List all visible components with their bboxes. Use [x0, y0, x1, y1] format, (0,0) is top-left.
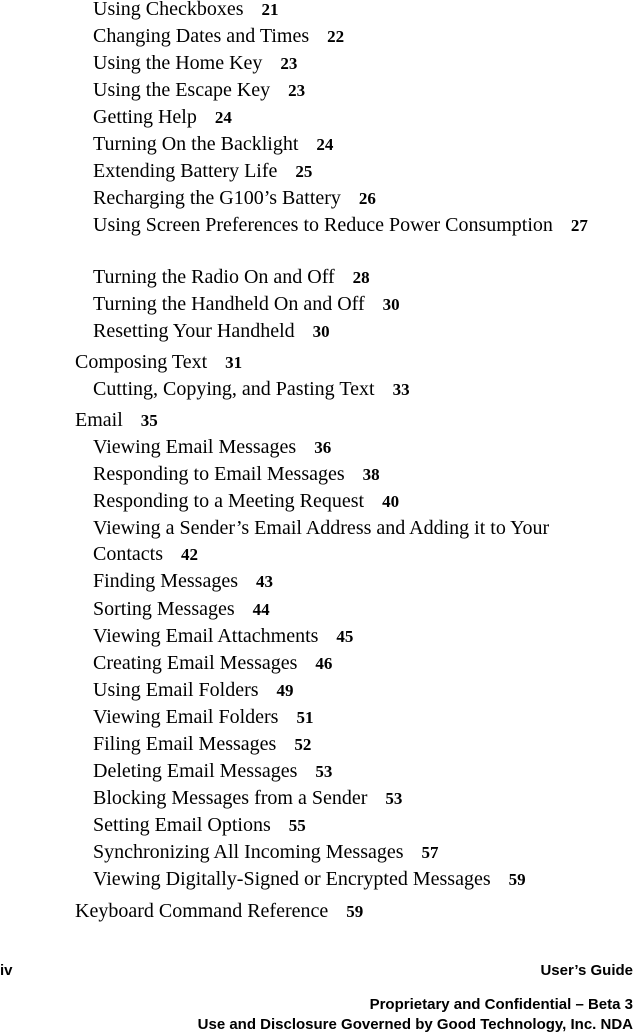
- toc-entry[interactable]: [93, 623, 353, 650]
- toc-entry-title: Filing Email Messages: [93, 733, 277, 755]
- toc-entry-title: Email: [75, 409, 123, 431]
- toc-entry[interactable]: [75, 407, 158, 434]
- page-number: iv: [0, 962, 13, 979]
- toc-entry-title: Using Email Folders: [93, 679, 259, 701]
- toc-entry-title: Responding to Email Messages: [93, 463, 345, 485]
- toc-page-number: 53: [315, 762, 333, 781]
- toc-page-number: 45: [336, 627, 354, 646]
- toc-entry[interactable]: [93, 488, 399, 515]
- toc-entry-title: Using the Home Key: [93, 52, 263, 74]
- toc-entry[interactable]: [93, 731, 311, 758]
- toc-page-number: 23: [288, 81, 306, 100]
- toc-entry-title: Viewing Digitally-Signed or Encrypted Messages: [93, 868, 491, 890]
- toc-page-number: 28: [352, 268, 370, 287]
- toc-page-number: 26: [358, 189, 376, 208]
- toc-page-number: 44: [252, 600, 270, 619]
- toc-entry[interactable]: [93, 104, 232, 131]
- toc-page-number: 33: [392, 380, 410, 399]
- toc-entry[interactable]: [93, 212, 628, 239]
- toc-page-number: 30: [382, 295, 400, 314]
- toc-entry-title: Creating Email Messages: [93, 652, 298, 674]
- toc-entry[interactable]: [93, 291, 400, 318]
- toc-page-number: 24: [316, 135, 334, 154]
- toc-page-number: 38: [362, 465, 380, 484]
- toc-entry-title: Cutting, Copying, and Pasting Text: [93, 378, 375, 400]
- toc-page-number: 25: [295, 162, 313, 181]
- toc-page-number: 53: [385, 789, 403, 808]
- guide-title: User’s Guide: [540, 962, 633, 979]
- toc-page-number: 55: [288, 816, 306, 835]
- toc-entry-title: Composing Text: [75, 351, 208, 373]
- toc-entry-title: Viewing Email Attachments: [93, 625, 319, 647]
- toc-entry[interactable]: [93, 812, 306, 839]
- toc-entry-title: Viewing a Sender’s Email Address and Adding it to Your Contacts: [93, 517, 550, 565]
- toc-page-number: 30: [312, 322, 330, 341]
- toc-page-number: 42: [181, 545, 198, 564]
- toc-page-number: 22: [327, 27, 345, 46]
- toc-entry[interactable]: [93, 50, 297, 77]
- toc-page-number: 52: [294, 735, 312, 754]
- toc-entry[interactable]: [93, 839, 439, 866]
- toc-entry-title: Viewing Email Messages: [93, 436, 297, 458]
- toc-entry[interactable]: [93, 758, 332, 785]
- toc-entry-title: Turning the Radio On and Off: [93, 266, 335, 288]
- toc-page-number: 35: [140, 411, 158, 430]
- toc-entry[interactable]: [93, 185, 376, 212]
- toc-entry[interactable]: [75, 349, 242, 376]
- toc-entry-title: Turning the Handheld On and Off: [93, 293, 365, 315]
- toc-page-number: 46: [315, 654, 333, 673]
- toc-entry-title: Extending Battery Life: [93, 160, 278, 182]
- legal-notice-line-1: Proprietary and Confidential – Beta 3: [369, 996, 633, 1013]
- toc-entry-title: Responding to a Meeting Request: [93, 490, 365, 512]
- toc-entry[interactable]: [93, 434, 331, 461]
- toc-page-number: 36: [314, 438, 332, 457]
- toc-entry[interactable]: [93, 318, 330, 345]
- toc-entry[interactable]: [93, 568, 273, 595]
- toc-entry-title: Changing Dates and Times: [93, 25, 310, 47]
- toc-entry-title: Recharging the G100’s Battery: [93, 187, 341, 209]
- toc-page-number: 59: [346, 902, 364, 921]
- toc-entry[interactable]: [93, 515, 628, 568]
- toc-entry-title: Resetting Your Handheld: [93, 320, 295, 342]
- toc-entry[interactable]: [93, 650, 332, 677]
- toc-entry-title: Turning On the Backlight: [93, 133, 299, 155]
- toc-entry-title: Setting Email Options: [93, 814, 271, 836]
- toc-entry[interactable]: [93, 866, 526, 893]
- toc-page-number: 59: [508, 870, 526, 889]
- toc-entry-title: Sorting Messages: [93, 598, 235, 620]
- toc-page-number: 24: [214, 108, 232, 127]
- toc-entry[interactable]: [93, 785, 402, 812]
- toc-entry-title: Keyboard Command Reference: [75, 900, 329, 922]
- legal-notice-line-2: Use and Disclosure Governed by Good Technology, Inc. NDA: [197, 1016, 633, 1033]
- toc-page-number: 31: [225, 353, 243, 372]
- toc-entry-title: Deleting Email Messages: [93, 760, 298, 782]
- toc-page-number: 27: [570, 216, 588, 235]
- toc-entry-title: Finding Messages: [93, 570, 238, 592]
- toc-entry-title: Synchronizing All Incoming Messages: [93, 841, 404, 863]
- toc-entry[interactable]: [75, 898, 363, 925]
- toc-entry[interactable]: [93, 264, 370, 291]
- toc-entry[interactable]: [93, 376, 410, 403]
- toc-entry[interactable]: [93, 596, 270, 623]
- toc-page-number: 51: [296, 708, 314, 727]
- toc-page-number: 40: [382, 492, 400, 511]
- toc-entry[interactable]: [93, 704, 313, 731]
- toc-page-number: 21: [261, 0, 279, 19]
- toc-page-number: 49: [276, 681, 294, 700]
- toc-entry[interactable]: [93, 131, 333, 158]
- toc-entry-title: Using the Escape Key: [93, 79, 271, 101]
- toc-entry[interactable]: [93, 158, 312, 185]
- toc-entry[interactable]: [93, 0, 279, 23]
- toc-page-number: 23: [280, 54, 298, 73]
- toc-entry-title: Using Screen Preferences to Reduce Power Consumption: [93, 214, 553, 236]
- toc-page-number: 57: [421, 843, 439, 862]
- toc-entry[interactable]: [93, 461, 380, 488]
- toc-entry[interactable]: [93, 23, 344, 50]
- toc-entry[interactable]: [93, 677, 294, 704]
- toc-entry-title: Using Checkboxes: [93, 0, 244, 20]
- toc-entry[interactable]: [93, 77, 305, 104]
- toc-page-number: 43: [256, 572, 273, 591]
- toc-entry-title: Getting Help: [93, 106, 197, 128]
- toc-entry-title: Viewing Email Folders: [93, 706, 279, 728]
- toc-entry-title: Blocking Messages from a Sender: [93, 787, 368, 809]
